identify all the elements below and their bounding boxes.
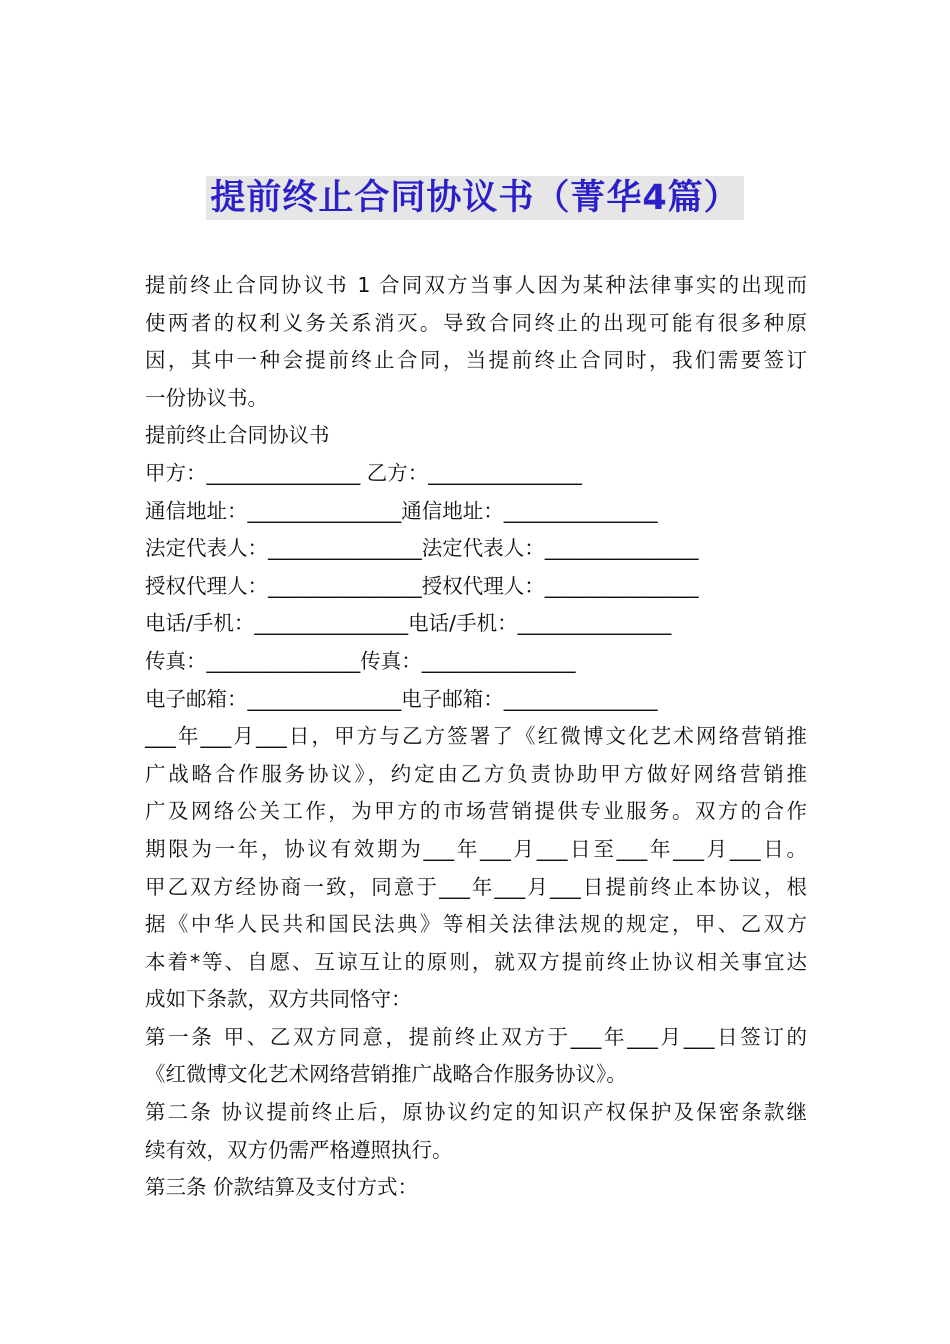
article-2-line: 续有效，双方仍需严格遵照执行。 — [145, 1137, 453, 1162]
article-2-line: 第二条 协议提前终止后，原协议约定的知识产权保护及保密条款继 — [145, 1100, 807, 1125]
paragraph-line: 甲乙双方经协商一致，同意于___年___月___日提前终止本协议，根 — [145, 874, 807, 899]
article-1-line: 《红微博文化艺术网络营销推广战略合作服务协议》。 — [145, 1062, 627, 1087]
paragraph-line: 使两者的权利义务关系消灭。导致合同终止的出现可能有很多种原 — [145, 310, 807, 335]
paragraph-line: 广及网络公关工作，为甲方的市场营销提供专业服务。双方的合作 — [145, 799, 807, 824]
paragraph-line: ___年___月___日，甲方与乙方签署了《红微博文化艺术网络营销推 — [145, 724, 807, 749]
phone-field-line: 电话/手机：_______________电话/手机：_______________ — [145, 611, 672, 636]
paragraph-line: 据《中华人民共和国民法典》等相关法律法规的规定，甲、乙双方 — [145, 912, 807, 937]
fax-field-line: 传真：_______________传真：_______________ — [145, 648, 576, 673]
paragraph-line: 因，其中一种会提前终止合同，当提前终止合同时，我们需要签订 — [145, 348, 807, 373]
document-body — [145, 267, 807, 1207]
article-1-line: 第一条 甲、乙双方同意，提前终止双方于___年___月___日签订的 — [145, 1024, 807, 1049]
document-title: 提前终止合同协议书（菁华4篇） — [206, 176, 743, 220]
paragraph-line: 期限为一年，协议有效期为___年___月___日至___年___月___日。 — [145, 836, 807, 861]
party-field-line: 甲方：_______________ 乙方：_______________ — [145, 460, 583, 485]
article-3-line: 第三条 价款结算及支付方式： — [145, 1175, 419, 1200]
paragraph-line: 本着*等、自愿、互谅互让的原则，就双方提前终止协议相关事宜达 — [145, 949, 807, 974]
legal-rep-field-line: 法定代表人：_______________法定代表人：_______________ — [145, 536, 699, 561]
agent-field-line: 授权代理人：_______________授权代理人：_______________ — [145, 573, 699, 598]
paragraph-line: 成如下条款，双方共同恪守： — [145, 987, 412, 1012]
title-container — [0, 176, 950, 220]
email-field-line: 电子邮箱：_______________电子邮箱：_______________ — [145, 686, 658, 711]
section-heading: 提前终止合同协议书 — [145, 423, 330, 448]
paragraph-line: 广战略合作服务协议》，约定由乙方负责协助甲方做好网络营销推 — [145, 761, 807, 786]
paragraph-line: 提前终止合同协议书 1 合同双方当事人因为某种法律事实的出现而 — [145, 273, 807, 297]
address-field-line: 通信地址：_______________通信地址：_______________ — [145, 498, 658, 523]
paragraph-line: 一份协议书。 — [145, 385, 268, 410]
